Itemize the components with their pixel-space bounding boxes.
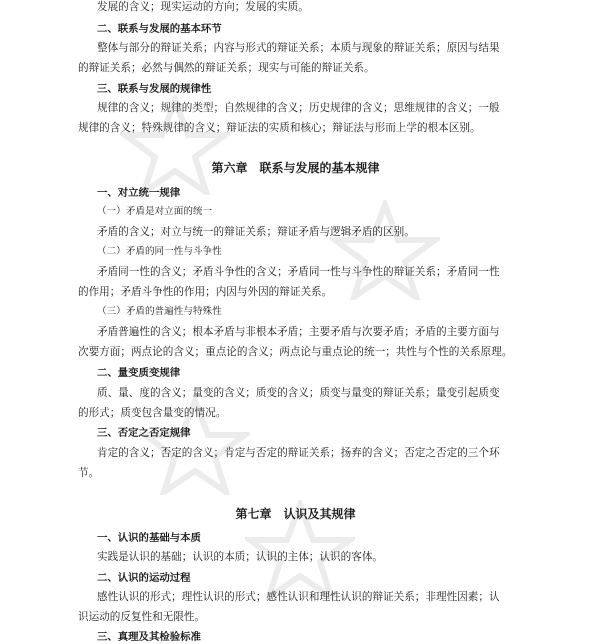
chapter-title: 第七章 认识及其规律: [235, 507, 356, 521]
text-line: 次要方面；两点论的含义；重点论的含义；两点论与重点论的统一；共性与个性的关系原理。: [78, 346, 513, 358]
section-heading: 三、否定之否定规律: [97, 427, 191, 439]
text-line: 的辩证关系；必然与偶然的辩证关系；现实与可能的辩证关系。: [78, 62, 375, 74]
subsection-heading: （三）矛盾的普遍性与特殊性: [97, 306, 222, 317]
text-line: 感性认识的形式；理性认识的形式；感性认识和理性认识的辩证关系；非理性因素；认: [97, 591, 500, 603]
watermark-star-icon: [330, 200, 440, 300]
text-line: 矛盾的含义；对立与统一的辩证关系；辩证矛盾与逻辑矛盾的区别。: [97, 226, 415, 238]
section-heading: 一、对立统一规律: [97, 187, 181, 199]
section-heading: 三、联系与发展的规律性: [97, 83, 212, 95]
text-line: 发展的含义；现实运动的方向；发展的实质。: [97, 1, 309, 13]
text-line: 矛盾普遍性的含义；根本矛盾与非根本矛盾；主要矛盾与次要矛盾；矛盾的主要方面与: [97, 326, 500, 338]
section-heading: 三、真理及其检验标准: [97, 631, 201, 643]
text-line: 节。: [78, 467, 100, 479]
section-heading: 二、联系与发展的基本环节: [97, 23, 222, 35]
text-line: 肯定的含义；否定的含义；肯定与否定的辩证关系；扬弃的含义；否定之否定的三个环: [97, 447, 500, 459]
section-heading: 二、认识的运动过程: [97, 572, 191, 584]
text-line: 矛盾同一性的含义；矛盾斗争性的含义；矛盾同一性与斗争性的辩证关系；矛盾同一性: [97, 266, 500, 278]
text-line: 的形式；质变包含量变的情况。: [78, 407, 227, 419]
section-heading: 一、认识的基础与本质: [97, 532, 201, 544]
text-line: 识运动的反复性和无限性。: [78, 611, 206, 623]
text-line: 规律的含义；特殊规律的含义；辩证法的实质和核心；辩证法与形而上学的根本区别。: [78, 122, 481, 134]
subsection-heading: （一）矛盾是对立面的统一: [97, 206, 213, 217]
text-line: 规律的含义；规律的类型；自然规律的含义；历史规律的含义；思维规律的含义；一般: [97, 102, 500, 114]
text-line: 的作用；矛盾斗争性的作用；内因与外因的辩证关系。: [78, 286, 333, 298]
text-line: 整体与部分的辩证关系；内容与形式的辩证关系；本质与现象的辩证关系；原因与结果: [97, 42, 500, 54]
chapter-title: 第六章 联系与发展的基本规律: [211, 161, 380, 175]
subsection-heading: （二）矛盾的同一性与斗争性: [97, 246, 222, 257]
text-line: 实践是认识的基础；认识的本质；认识的主体；认识的客体。: [97, 551, 384, 563]
text-line: 质、量、度的含义；量变的含义；质变的含义；质变与量变的辩证关系；量变引起质变: [97, 387, 500, 399]
section-heading: 二、量变质变规律: [97, 367, 181, 379]
